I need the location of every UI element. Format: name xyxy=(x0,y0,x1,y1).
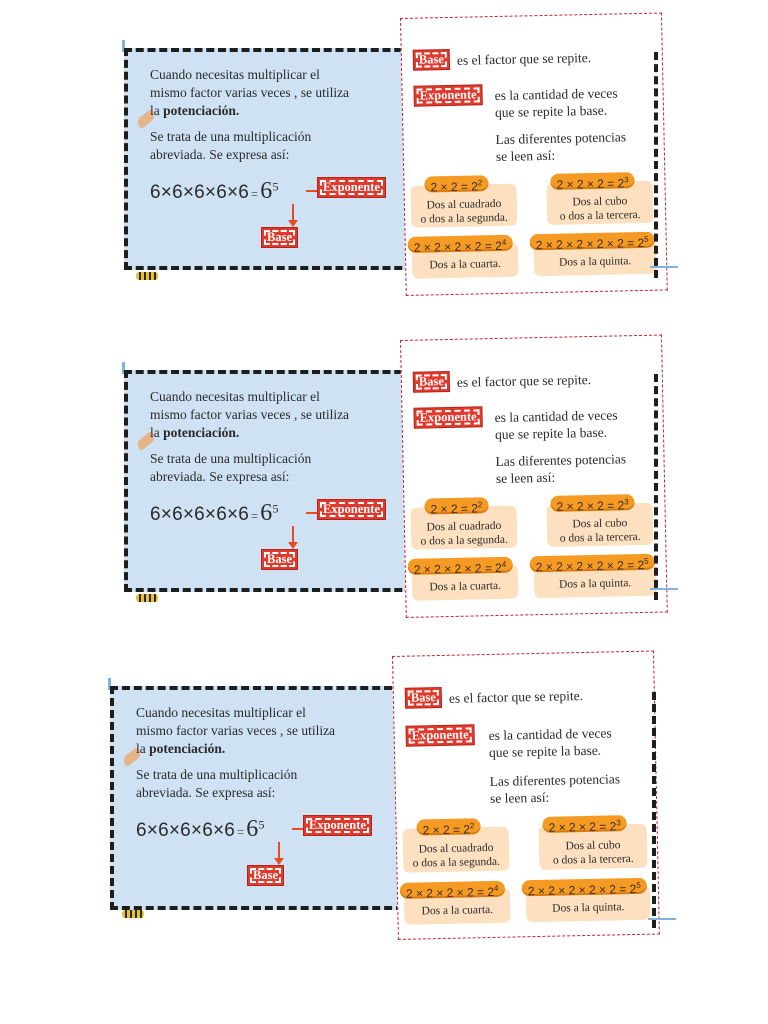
power-reading-cube: Dos al cubo o dos a la tercera. xyxy=(552,839,634,867)
base-definition: es el factor que se repite. xyxy=(456,372,592,390)
power-reading-cube: Dos al cubo o dos a la tercera. xyxy=(559,517,641,545)
power-formula: $6\times 6\times 6\times 6\times 6 =6^5$ xyxy=(150,178,279,204)
potenciacion-term: potenciación. xyxy=(149,741,226,756)
blue-tick-mark xyxy=(650,266,678,268)
description-text: Se trata de una multiplicación abreviada. Se expresa así: xyxy=(136,767,298,800)
powers-heading-line1: Las diferentes potencias xyxy=(495,451,627,470)
power-reading-square: Dos al cuadrado o dos a la segunda. xyxy=(420,197,508,226)
dashed-border-right xyxy=(652,692,656,928)
powers-heading-line1: Las diferentes potencias xyxy=(489,771,621,789)
power-reading-fourth: Dos a la cuarta. xyxy=(429,579,502,594)
power-formula-square: $2 \times 2 = 2^2$ xyxy=(416,818,480,835)
power-reading-fifth: Dos a la quinta. xyxy=(558,255,632,269)
exponente-definition-line1: es la cantidad de veces xyxy=(494,407,618,426)
potenciacion-term: potenciación. xyxy=(163,103,240,118)
intro-text: Cuando necesitas multiplicar el mismo factor varias veces , se utiliza la potenciación. xyxy=(150,389,350,440)
description-text: Se trata de una multiplicación abreviada. Se expresa así: xyxy=(150,129,312,162)
power-formula-fifth: $2 \times 2 \times 2 \times 2 \times 2 = 2^5$ xyxy=(522,878,647,897)
power-formula: $6\times 6\times 6\times 6\times 6 =6^5$ xyxy=(150,500,279,526)
power-formula-fifth: $2 \times 2 \times 2 \times 2 \times 2 = 2^5$ xyxy=(530,554,655,573)
power-formula-cube: $2 \times 2 \times 2 = 2^3$ xyxy=(550,494,635,512)
power-reading-square: Dos al cuadrado o dos a la segunda. xyxy=(412,841,501,870)
definition-panel xyxy=(124,370,414,592)
exponente-definition-line1: es la cantidad de veces xyxy=(488,725,612,743)
base-definition: es el factor que se repite. xyxy=(456,50,592,68)
base-label-tag: Base xyxy=(406,688,441,708)
intro-text: Cuando necesitas multiplicar el mismo factor varias veces , se utiliza la potenciación. xyxy=(150,67,350,118)
power-formula-fourth: $2 \times 2 \times 2 \times 2 = 2^4$ xyxy=(400,881,505,899)
power-formula-square: $2 \times 2 = 2^2$ xyxy=(424,497,488,514)
dashed-border-right xyxy=(654,52,658,278)
base-tag: Base xyxy=(262,550,297,569)
explanation-panel xyxy=(392,651,660,940)
potenciacion-card-1 xyxy=(110,18,675,308)
exponente-label-tag: Exponente xyxy=(406,725,473,745)
base-label-tag: Base xyxy=(414,372,449,392)
exponente-definition-line1: es la cantidad de veces xyxy=(494,85,618,104)
power-reading-fifth: Dos a la quinta. xyxy=(552,901,625,915)
base-label-tag: Base xyxy=(414,50,449,70)
powers-heading-line2: se leen así: xyxy=(495,469,556,487)
powers-heading-line2: se leen así: xyxy=(489,789,550,806)
blue-tick-mark xyxy=(650,588,678,590)
exponente-tag: Exponente xyxy=(318,178,385,197)
arrow-down-icon xyxy=(292,526,294,544)
arrow-down-icon xyxy=(278,842,280,860)
power-reading-square: Dos al cuadrado o dos a la segunda. xyxy=(420,519,508,548)
power-formula: $6\times 6\times 6\times 6\times 6 =6^5$ xyxy=(136,816,265,842)
description-text: Se trata de una multiplicación abreviada. Se expresa así: xyxy=(150,451,312,484)
intro-text: Cuando necesitas multiplicar el mismo factor varias veces , se utiliza la potenciación. xyxy=(136,705,336,756)
power-reading-fifth: Dos a la quinta. xyxy=(558,577,632,591)
pencil-decoration-icon xyxy=(122,910,144,918)
potenciacion-card-3 xyxy=(96,656,661,946)
pencil-decoration-icon xyxy=(136,594,158,602)
arrow-down-icon xyxy=(292,204,294,222)
explanation-panel xyxy=(400,335,668,618)
definition-panel xyxy=(110,686,404,910)
power-formula-fifth: $2 \times 2 \times 2 \times 2 \times 2 = 2^5$ xyxy=(530,232,655,251)
power-formula-fourth: $2 \times 2 \times 2 \times 2 = 2^4$ xyxy=(408,235,513,253)
exponente-tag: Exponente xyxy=(304,816,371,835)
base-tag: Base xyxy=(248,866,283,885)
power-reading-cube: Dos al cubo o dos a la tercera. xyxy=(559,195,641,223)
definition-panel xyxy=(124,48,414,270)
potenciacion-term: potenciación. xyxy=(163,425,240,440)
exponente-label-tag: Exponente xyxy=(414,85,481,105)
exponente-tag: Exponente xyxy=(318,500,385,519)
dashed-border-right xyxy=(654,374,658,600)
potenciacion-card-2 xyxy=(110,340,675,630)
exponente-definition-line2: que se repite la base. xyxy=(494,424,608,443)
base-definition: es el factor que se repite. xyxy=(448,688,584,706)
blue-tick-mark xyxy=(648,918,676,920)
explanation-panel xyxy=(400,13,668,296)
base-tag: Base xyxy=(262,228,297,247)
powers-heading-line1: Las diferentes potencias xyxy=(495,129,627,148)
exponente-definition-line2: que se repite la base. xyxy=(494,102,608,121)
power-reading-fourth: Dos a la cuarta. xyxy=(421,903,494,918)
power-formula-fourth: $2 \times 2 \times 2 \times 2 = 2^4$ xyxy=(408,557,513,575)
power-formula-square: $2 \times 2 = 2^2$ xyxy=(424,175,488,192)
power-reading-fourth: Dos a la cuarta. xyxy=(429,257,502,272)
pencil-decoration-icon xyxy=(136,272,158,280)
power-formula-cube: $2 \times 2 \times 2 = 2^3$ xyxy=(542,815,627,833)
exponente-definition-line2: que se repite la base. xyxy=(488,742,602,760)
exponente-label-tag: Exponente xyxy=(414,407,481,427)
power-formula-cube: $2 \times 2 \times 2 = 2^3$ xyxy=(550,172,635,190)
powers-heading-line2: se leen así: xyxy=(495,147,556,165)
